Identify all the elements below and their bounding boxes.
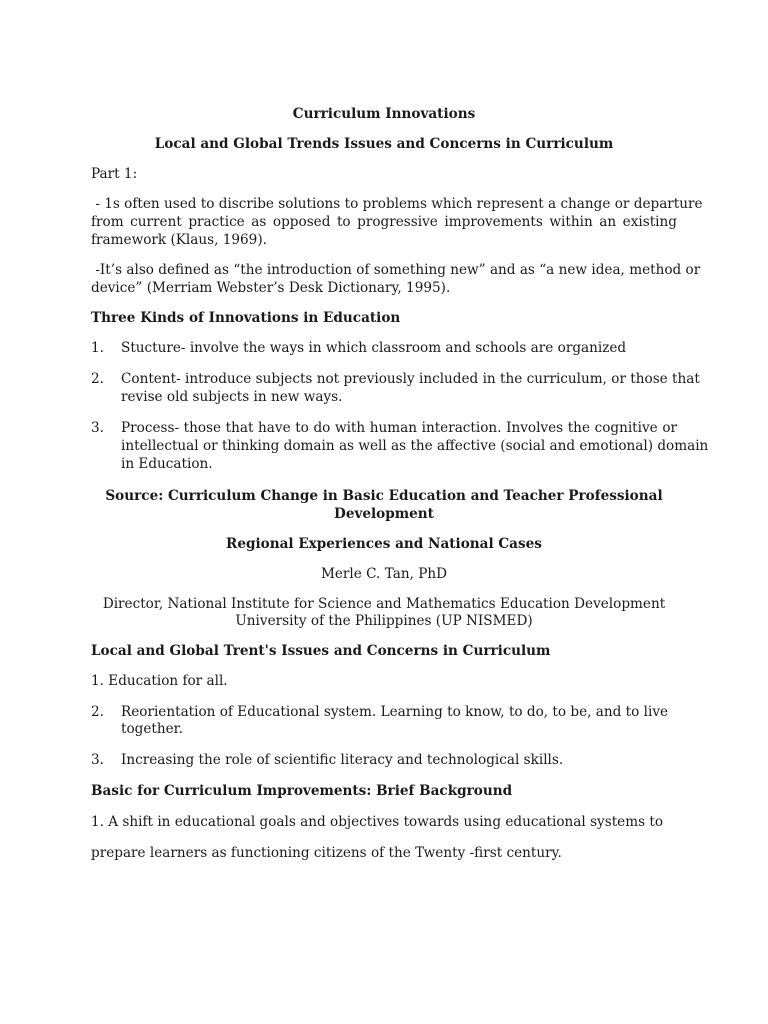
source-line: Source: Curriculum Change in Basic Education and Teacher Professional bbox=[105, 488, 663, 504]
list-item-line: revise old subjects in new ways. bbox=[121, 389, 343, 405]
intro-paragraph-1-line: framework (Klaus, 1969). bbox=[91, 232, 267, 248]
list-item-line: together. bbox=[121, 721, 183, 737]
section-heading-basic: Basic for Curriculum Improvements: Brief Background bbox=[91, 783, 513, 799]
part-label: Part 1: bbox=[91, 166, 138, 182]
source-line: Development bbox=[334, 506, 434, 522]
document-title: Curriculum Innovations bbox=[292, 106, 476, 122]
list-item-line: Increasing the role of scientific literacy and technological skills. bbox=[121, 752, 564, 768]
list-item-number: 3. bbox=[91, 752, 104, 768]
list-item-line: in Education. bbox=[121, 456, 213, 472]
affiliation-line: University of the Philippines (UP NISMED) bbox=[235, 613, 533, 629]
list-item-line: Reorientation of Educational system. Learning to know, to do, to be, and to live bbox=[121, 704, 669, 720]
affiliation-line: Director, National Institute for Science and Mathematics Education Development bbox=[102, 596, 666, 612]
list-item-number: 3. bbox=[91, 420, 104, 436]
intro-paragraph-1-line: from current practice as opposed to progressive improvements within an existing bbox=[91, 214, 677, 230]
list-item-number: 2. bbox=[91, 704, 104, 720]
intro-paragraph-2-line: device” (Merriam Webster’s Desk Dictionary, 1995). bbox=[91, 280, 451, 296]
document-subtitle: Local and Global Trends Issues and Concerns in Curriculum bbox=[154, 136, 614, 152]
list-item-line: Content- introduce subjects not previously included in the curriculum, or those that bbox=[121, 371, 700, 387]
section-heading-kinds: Three Kinds of Innovations in Education bbox=[91, 310, 401, 326]
list-item-number: 1. bbox=[91, 340, 104, 356]
list-item: 1. Education for all. bbox=[91, 673, 228, 689]
body-line: 1. A shift in educational goals and objectives towards using educational systems to bbox=[91, 814, 664, 830]
body-line: prepare learners as functioning citizens of the Twenty -first century. bbox=[91, 845, 562, 861]
document-page bbox=[91, 0, 709, 1024]
list-item-line: Process- those that have to do with human interaction. Involves the cognitive or bbox=[121, 420, 677, 436]
intro-paragraph-1-line: - 1s often used to discribe solutions to problems which represent a change or departure bbox=[91, 196, 703, 212]
list-item-line: intellectual or thinking domain as well as the affective (social and emotional) domain bbox=[121, 438, 709, 454]
author-name: Merle C. Tan, PhD bbox=[320, 566, 448, 582]
section-heading-trends: Local and Global Trent's Issues and Concerns in Curriculum bbox=[91, 643, 551, 659]
list-item-number: 2. bbox=[91, 371, 104, 387]
list-item-line: Stucture- involve the ways in which classroom and schools are organized bbox=[121, 340, 627, 356]
regional-heading: Regional Experiences and National Cases bbox=[226, 536, 542, 552]
intro-paragraph-2-line: -It’s also defined as “the introduction of something new” and as “a new idea, method or bbox=[91, 262, 701, 278]
